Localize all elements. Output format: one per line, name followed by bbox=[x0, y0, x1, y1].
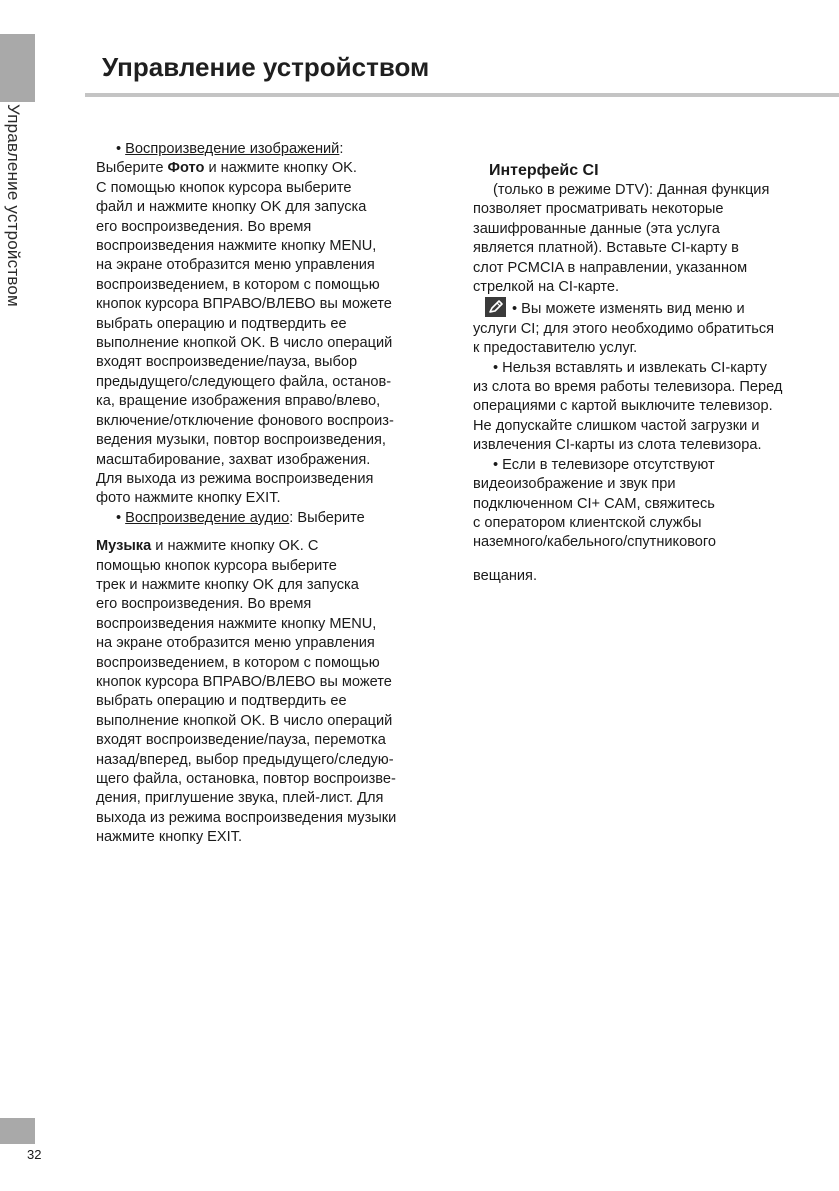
text-line: Для выхода из режима воспроизведения bbox=[96, 470, 374, 487]
text-line: его воспроизведения. Во время bbox=[96, 596, 312, 613]
text-line: стрелкой на CI-карте. bbox=[473, 279, 620, 296]
photo-playback-section bbox=[96, 140, 441, 509]
text-line: воспроизведением, в котором с помощью bbox=[96, 654, 380, 671]
left-column bbox=[96, 140, 441, 848]
text-line: выполнение кнопкой OK. В число операций bbox=[96, 335, 393, 352]
text-line: выхода из режима воспроизведения музыки bbox=[96, 809, 397, 826]
title-divider bbox=[85, 93, 839, 97]
text-line: его воспроизведения. Во время bbox=[96, 218, 312, 235]
text-line: слот PCMCIA в направлении, указанном bbox=[473, 259, 748, 276]
photo-heading-line bbox=[96, 140, 441, 159]
text-line: щего файла, остановка, повтор воспроизве- bbox=[96, 771, 396, 787]
text-line: нажмите кнопку EXIT. bbox=[96, 829, 243, 846]
text-line: из слота во время работы телевизора. Перед bbox=[473, 379, 783, 396]
text-line: • Если в телевизоре отсутствуют bbox=[493, 456, 715, 473]
text-line: воспроизведения нажмите кнопку MENU, bbox=[96, 615, 377, 632]
text-line: видеоизображение и звук при bbox=[473, 476, 676, 493]
photo-heading-suffix: : bbox=[339, 141, 344, 157]
text-fragment: и нажмите кнопку OK. bbox=[204, 160, 357, 177]
audio-playback-section bbox=[96, 509, 441, 848]
text-line: назад/вперед, выбор предыдущего/следую- bbox=[96, 751, 394, 768]
ci-interface-title: Интерфейс CI bbox=[489, 162, 599, 179]
side-tab-marker bbox=[0, 34, 35, 102]
text-line: извлечения CI-карты из слота телевизора. bbox=[473, 437, 762, 454]
audio-heading: Воспроизведение аудио bbox=[125, 509, 290, 526]
photo-keyword: Фото bbox=[167, 160, 205, 177]
note-pencil-icon bbox=[485, 297, 506, 317]
text-line: файл и нажмите кнопку OK для запуска bbox=[96, 199, 367, 216]
text-line: помощью кнопок курсора выберите bbox=[96, 557, 337, 574]
text-line: выбрать операцию и подтвердить ее bbox=[96, 693, 347, 710]
ci-warning-insert bbox=[473, 359, 818, 456]
text-line: (только в режиме DTV): Данная функция bbox=[493, 182, 770, 198]
music-keyword: Музыка bbox=[96, 538, 152, 555]
ci-warning-no-signal bbox=[473, 456, 818, 586]
text-line: кнопок курсора ВПРАВО/ВЛЕВО вы можете bbox=[96, 296, 392, 313]
text-line: С помощью кнопок курсора выберите bbox=[96, 179, 352, 196]
text-line: дения, приглушение звука, плей-лист. Для bbox=[96, 790, 384, 807]
text-line: включение/отключение фонового воспроиз- bbox=[96, 412, 394, 429]
text-line: предыдущего/следующего файла, останов- bbox=[96, 373, 392, 390]
photo-line-first bbox=[96, 159, 441, 178]
ci-note bbox=[473, 297, 818, 358]
text-line: вещания. bbox=[473, 567, 537, 584]
text-line: выбрать операцию и подтвердить ее bbox=[96, 315, 347, 332]
text-line: трек и нажмите кнопку OK для запуска bbox=[96, 576, 359, 593]
text-line: подключенном CI+ CAM, свяжитесь bbox=[473, 495, 715, 512]
audio-line-first bbox=[96, 537, 441, 556]
text-line: входят воспроизведение/пауза, выбор bbox=[96, 354, 358, 371]
text-line: операциями с картой выключите телевизор. bbox=[473, 398, 773, 415]
text-line: выполнение кнопкой OK. В число операций bbox=[96, 712, 393, 729]
text-line: наземного/кабельного/спутникового bbox=[473, 534, 717, 551]
text-line: масштабирование, захват изображения. bbox=[96, 451, 371, 468]
text-line: на экране отобразится меню управления bbox=[96, 257, 375, 274]
text-line: кнопок курсора ВПРАВО/ВЛЕВО вы можете bbox=[96, 673, 392, 690]
note-text: • Вы можете изменять вид меню и bbox=[512, 301, 745, 318]
right-column bbox=[473, 160, 818, 586]
footer-tab-marker bbox=[0, 1118, 35, 1144]
text-line: воспроизведения нажмите кнопку MENU, bbox=[96, 238, 377, 255]
page-title: Управление устройством bbox=[102, 52, 430, 82]
text-line: входят воспроизведение/пауза, перемотка bbox=[96, 732, 386, 749]
text-line: ведения музыки, повтор воспроизведения, bbox=[96, 432, 386, 449]
text-line: является платной). Вставьте CI-карту в bbox=[473, 240, 739, 257]
text-line: услуги CI; для этого необходимо обратиться bbox=[473, 320, 775, 337]
text-fragment: Выберите bbox=[96, 160, 168, 177]
photo-heading: Воспроизведение изображений bbox=[125, 141, 340, 157]
text-line: с оператором клиентской службы bbox=[473, 514, 702, 531]
text-line: фото нажмите кнопку EXIT. bbox=[96, 490, 281, 507]
audio-heading-line bbox=[96, 509, 441, 528]
side-section-label: Управление устройством bbox=[4, 104, 23, 307]
bullet: • bbox=[116, 141, 122, 157]
audio-heading-suffix: : Выберите bbox=[289, 509, 365, 526]
ci-description bbox=[473, 181, 818, 297]
text-line: воспроизведением, в котором с помощью bbox=[96, 276, 380, 293]
page-number: 32 bbox=[27, 1147, 42, 1162]
text-line: ка, вращение изображения вправо/влево, bbox=[96, 393, 381, 410]
note-first-line bbox=[473, 297, 818, 319]
text-line: зашифрованные данные (эта услуга bbox=[473, 220, 720, 237]
text-line: Не допускайте слишком частой загрузки и bbox=[473, 417, 760, 434]
text-line: к предоставителю услуг. bbox=[473, 340, 638, 357]
text-fragment: и нажмите кнопку OK. С bbox=[151, 538, 319, 555]
text-line: на экране отобразится меню управления bbox=[96, 635, 375, 652]
text-line: • Нельзя вставлять и извлекать CI-карту bbox=[493, 359, 767, 376]
text-line: позволяет просматривать некоторые bbox=[473, 201, 724, 218]
bullet: • bbox=[116, 509, 122, 526]
